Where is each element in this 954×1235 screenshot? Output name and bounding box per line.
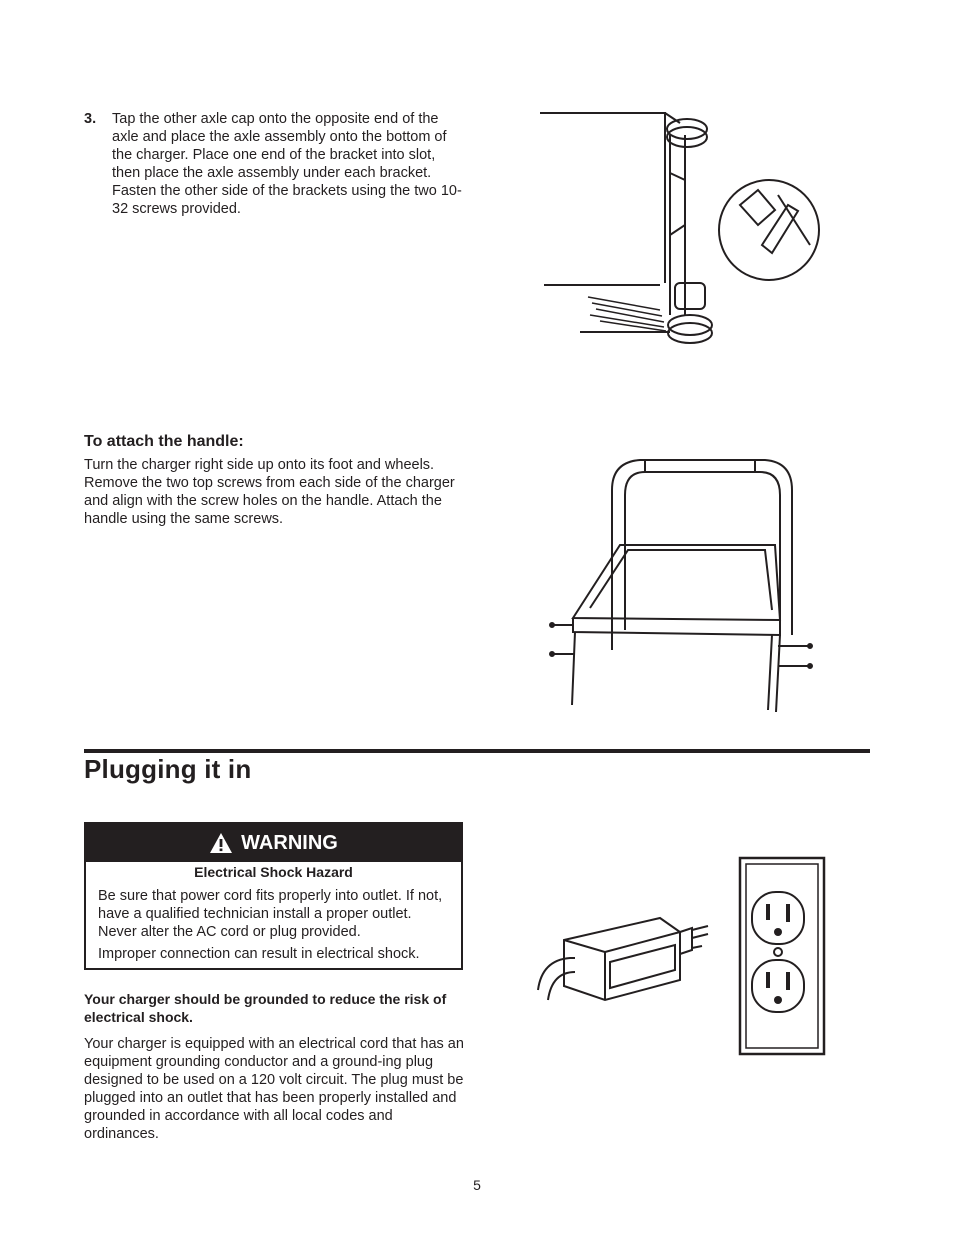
grounding-note: Your charger should be grounded to reduce the risk of electrical shock.	[84, 991, 447, 1025]
warning-paragraph-1: Be sure that power cord fits properly into outlet. If not, have a qualified technician install a proper outlet. Never alter the AC cord or plug provided.	[98, 888, 443, 940]
warning-subtitle: Electrical Shock Hazard	[194, 864, 353, 880]
warning-triangle-icon	[209, 832, 233, 854]
handle-instructions: Turn the charger right side up onto its foot and wheels. Remove the two top screws from each side of the charger and align with the screw holes on the handle. Attach the handle using the same screws.	[84, 457, 455, 527]
plug-outlet-illustration	[530, 850, 830, 1065]
axle-assembly-illustration	[530, 105, 830, 355]
section-divider	[84, 749, 870, 753]
handle-heading: To attach the handle:	[84, 433, 244, 450]
step-number: 3.	[84, 111, 97, 127]
warning-header	[86, 824, 461, 862]
step-3	[84, 110, 464, 218]
section-title: Plugging it in	[84, 754, 252, 784]
warning-box	[84, 822, 463, 970]
step-text: Tap the other axle cap onto the opposite end of the axle and place the axle assembly onto the bottom of the charger. Place one end of the bracket into slot, then place the axle assembly under each bracket. Fasten the other side of the brackets using the two 10-32 screws provided.	[112, 111, 462, 217]
handle-attachment-illustration	[540, 450, 830, 720]
warning-paragraph-2: Improper connection can result in electrical shock.	[98, 946, 420, 962]
warning-title: WARNING	[241, 831, 338, 854]
grounding-text: Your charger is equipped with an electrical cord that has an equipment grounding conductor and a ground-ing plug designed to be used on a 120 volt circuit. The plug must be plugged into an outlet that has been properly installed and grounded in accordance with all local codes and ordinances.	[84, 1036, 464, 1142]
page-number: 5	[473, 1177, 481, 1193]
